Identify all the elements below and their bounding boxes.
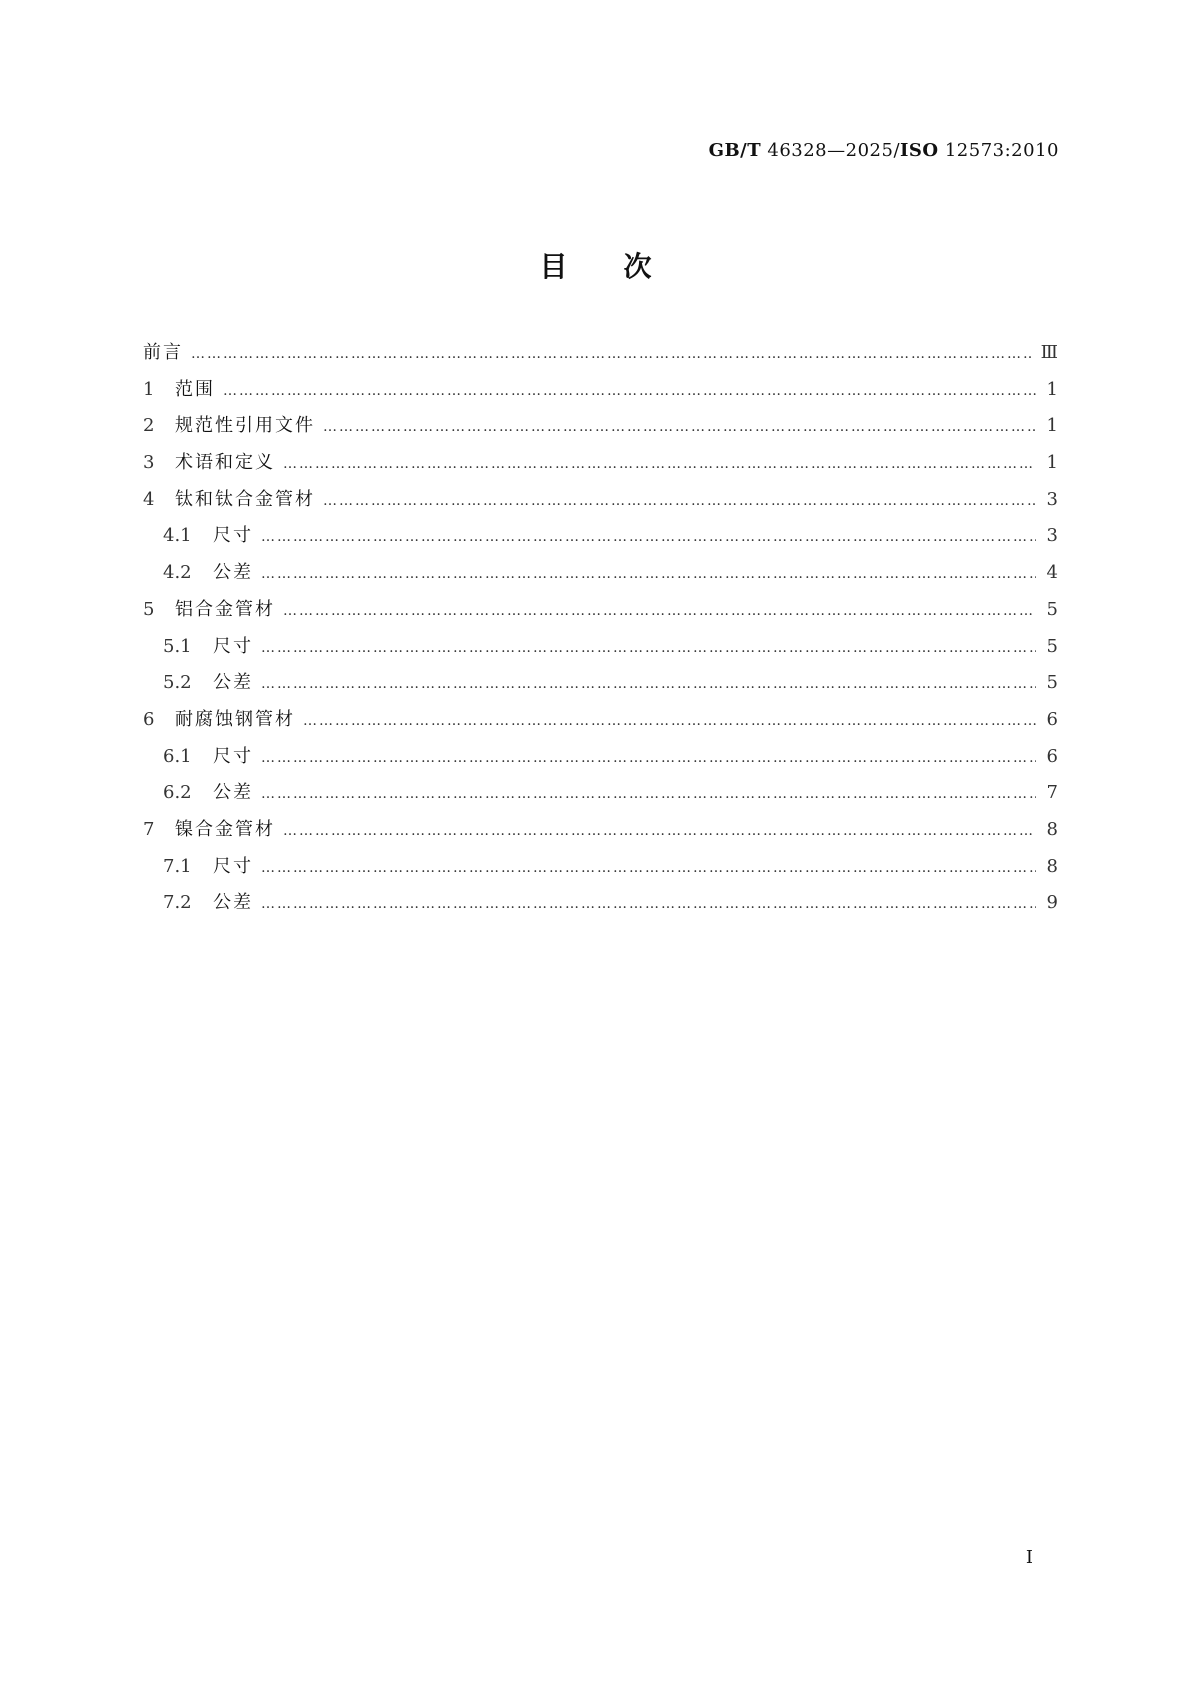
- toc-entry-label: 公差: [213, 562, 253, 584]
- toc-entry-number: 4: [143, 488, 155, 510]
- toc-entry-label: 尺寸: [213, 525, 253, 547]
- toc-entry-number: 7.2: [163, 892, 192, 914]
- toc-entry[interactable]: [143, 888, 1058, 925]
- toc-entry-page: Ⅲ: [1040, 342, 1058, 363]
- toc-entry-page: 6: [1046, 745, 1058, 767]
- toc-entry-label: 范围: [175, 378, 215, 400]
- doc-id-iso: ISO: [900, 140, 939, 161]
- toc-leader-dots: [261, 750, 1036, 766]
- toc-leader-dots: [261, 896, 1036, 912]
- toc-entry-number: 3: [143, 452, 155, 474]
- page-number: I: [1025, 1547, 1033, 1568]
- toc-entry-page: 1: [1046, 452, 1058, 474]
- toc-entry-page: 5: [1046, 672, 1058, 694]
- page-title: 目次: [539, 250, 708, 283]
- toc-leader-dots: [303, 713, 1036, 729]
- toc-entry-number: 6.2: [163, 782, 192, 804]
- toc-leader-dots: [323, 493, 1036, 509]
- toc-entry-number: 4.1: [163, 525, 192, 547]
- toc-entry-page: 5: [1046, 598, 1058, 620]
- toc-entry-label: 镍合金管材: [175, 818, 275, 840]
- toc-leader-dots: [283, 456, 1036, 472]
- toc-entry[interactable]: [143, 375, 1058, 412]
- doc-id-iso-number: 12573:2010: [944, 140, 1059, 161]
- toc-leader-dots: [261, 786, 1036, 802]
- toc-entry-label: 尺寸: [213, 745, 253, 767]
- toc-entry[interactable]: [143, 632, 1058, 669]
- toc-entry-label: 规范性引用文件: [175, 415, 315, 437]
- toc-entry-label: 钛和钛合金管材: [175, 488, 315, 510]
- toc-leader-dots: [261, 640, 1036, 656]
- toc-entry[interactable]: [143, 448, 1058, 485]
- table-of-contents: [143, 338, 1058, 925]
- toc-entry-page: 6: [1046, 708, 1058, 730]
- toc-entry-number: 5: [143, 598, 155, 620]
- toc-entry[interactable]: [143, 778, 1058, 815]
- toc-leader-dots: [261, 529, 1036, 545]
- toc-entry[interactable]: [143, 852, 1058, 889]
- toc-entry-label: 耐腐蚀钢管材: [175, 708, 295, 730]
- toc-entry-number: 2: [143, 415, 155, 437]
- toc-entry-label: 尺寸: [213, 635, 253, 657]
- toc-entry-page: 3: [1046, 525, 1058, 547]
- toc-leader-dots: [261, 566, 1036, 582]
- toc-entry-label: 尺寸: [213, 855, 253, 877]
- toc-entry-page: 3: [1046, 488, 1058, 510]
- toc-entry[interactable]: [143, 411, 1058, 448]
- toc-entry[interactable]: [143, 521, 1058, 558]
- toc-leader-dots: [261, 676, 1036, 692]
- toc-entry-label: 公差: [213, 892, 253, 914]
- toc-entry[interactable]: [143, 338, 1058, 375]
- toc-entry-page: 8: [1046, 855, 1058, 877]
- toc-entry-label: 公差: [213, 672, 253, 694]
- toc-entry[interactable]: [143, 705, 1058, 742]
- toc-entry-page: 5: [1046, 635, 1058, 657]
- toc-leader-dots: [223, 383, 1036, 399]
- toc-entry-label: 前言: [143, 342, 183, 363]
- document-identifier: [709, 140, 1059, 161]
- toc-entry-number: 6: [143, 708, 155, 730]
- toc-entry-page: 9: [1046, 892, 1058, 914]
- toc-entry-label: 公差: [213, 782, 253, 804]
- toc-entry-number: 7: [143, 818, 155, 840]
- toc-entry-number: 1: [143, 378, 155, 400]
- toc-entry-label: 术语和定义: [175, 452, 275, 474]
- toc-entry-page: 1: [1046, 378, 1058, 400]
- toc-leader-dots: [323, 419, 1036, 435]
- toc-entry-number: 5.2: [163, 672, 192, 694]
- toc-entry-page: 7: [1046, 782, 1058, 804]
- toc-entry[interactable]: [143, 485, 1058, 522]
- toc-entry-page: 4: [1046, 562, 1058, 584]
- doc-id-gb: GB/T: [708, 140, 762, 161]
- toc-entry-number: 4.2: [163, 562, 192, 584]
- toc-entry[interactable]: [143, 595, 1058, 632]
- toc-entry[interactable]: [143, 815, 1058, 852]
- toc-leader-dots: [283, 603, 1036, 619]
- toc-entry-number: 5.1: [163, 635, 192, 657]
- toc-entry-label: 铝合金管材: [175, 598, 275, 620]
- toc-entry-page: 8: [1046, 818, 1058, 840]
- toc-entry-number: 6.1: [163, 745, 192, 767]
- toc-leader-dots: [261, 860, 1036, 876]
- toc-entry-page: 1: [1046, 415, 1058, 437]
- toc-entry[interactable]: [143, 742, 1058, 779]
- toc-entry[interactable]: [143, 668, 1058, 705]
- doc-id-gb-number: 46328—2025/: [767, 140, 901, 161]
- toc-leader-dots: [191, 346, 1033, 362]
- toc-entry[interactable]: [143, 558, 1058, 595]
- toc-entry-number: 7.1: [163, 855, 192, 877]
- toc-leader-dots: [283, 823, 1036, 839]
